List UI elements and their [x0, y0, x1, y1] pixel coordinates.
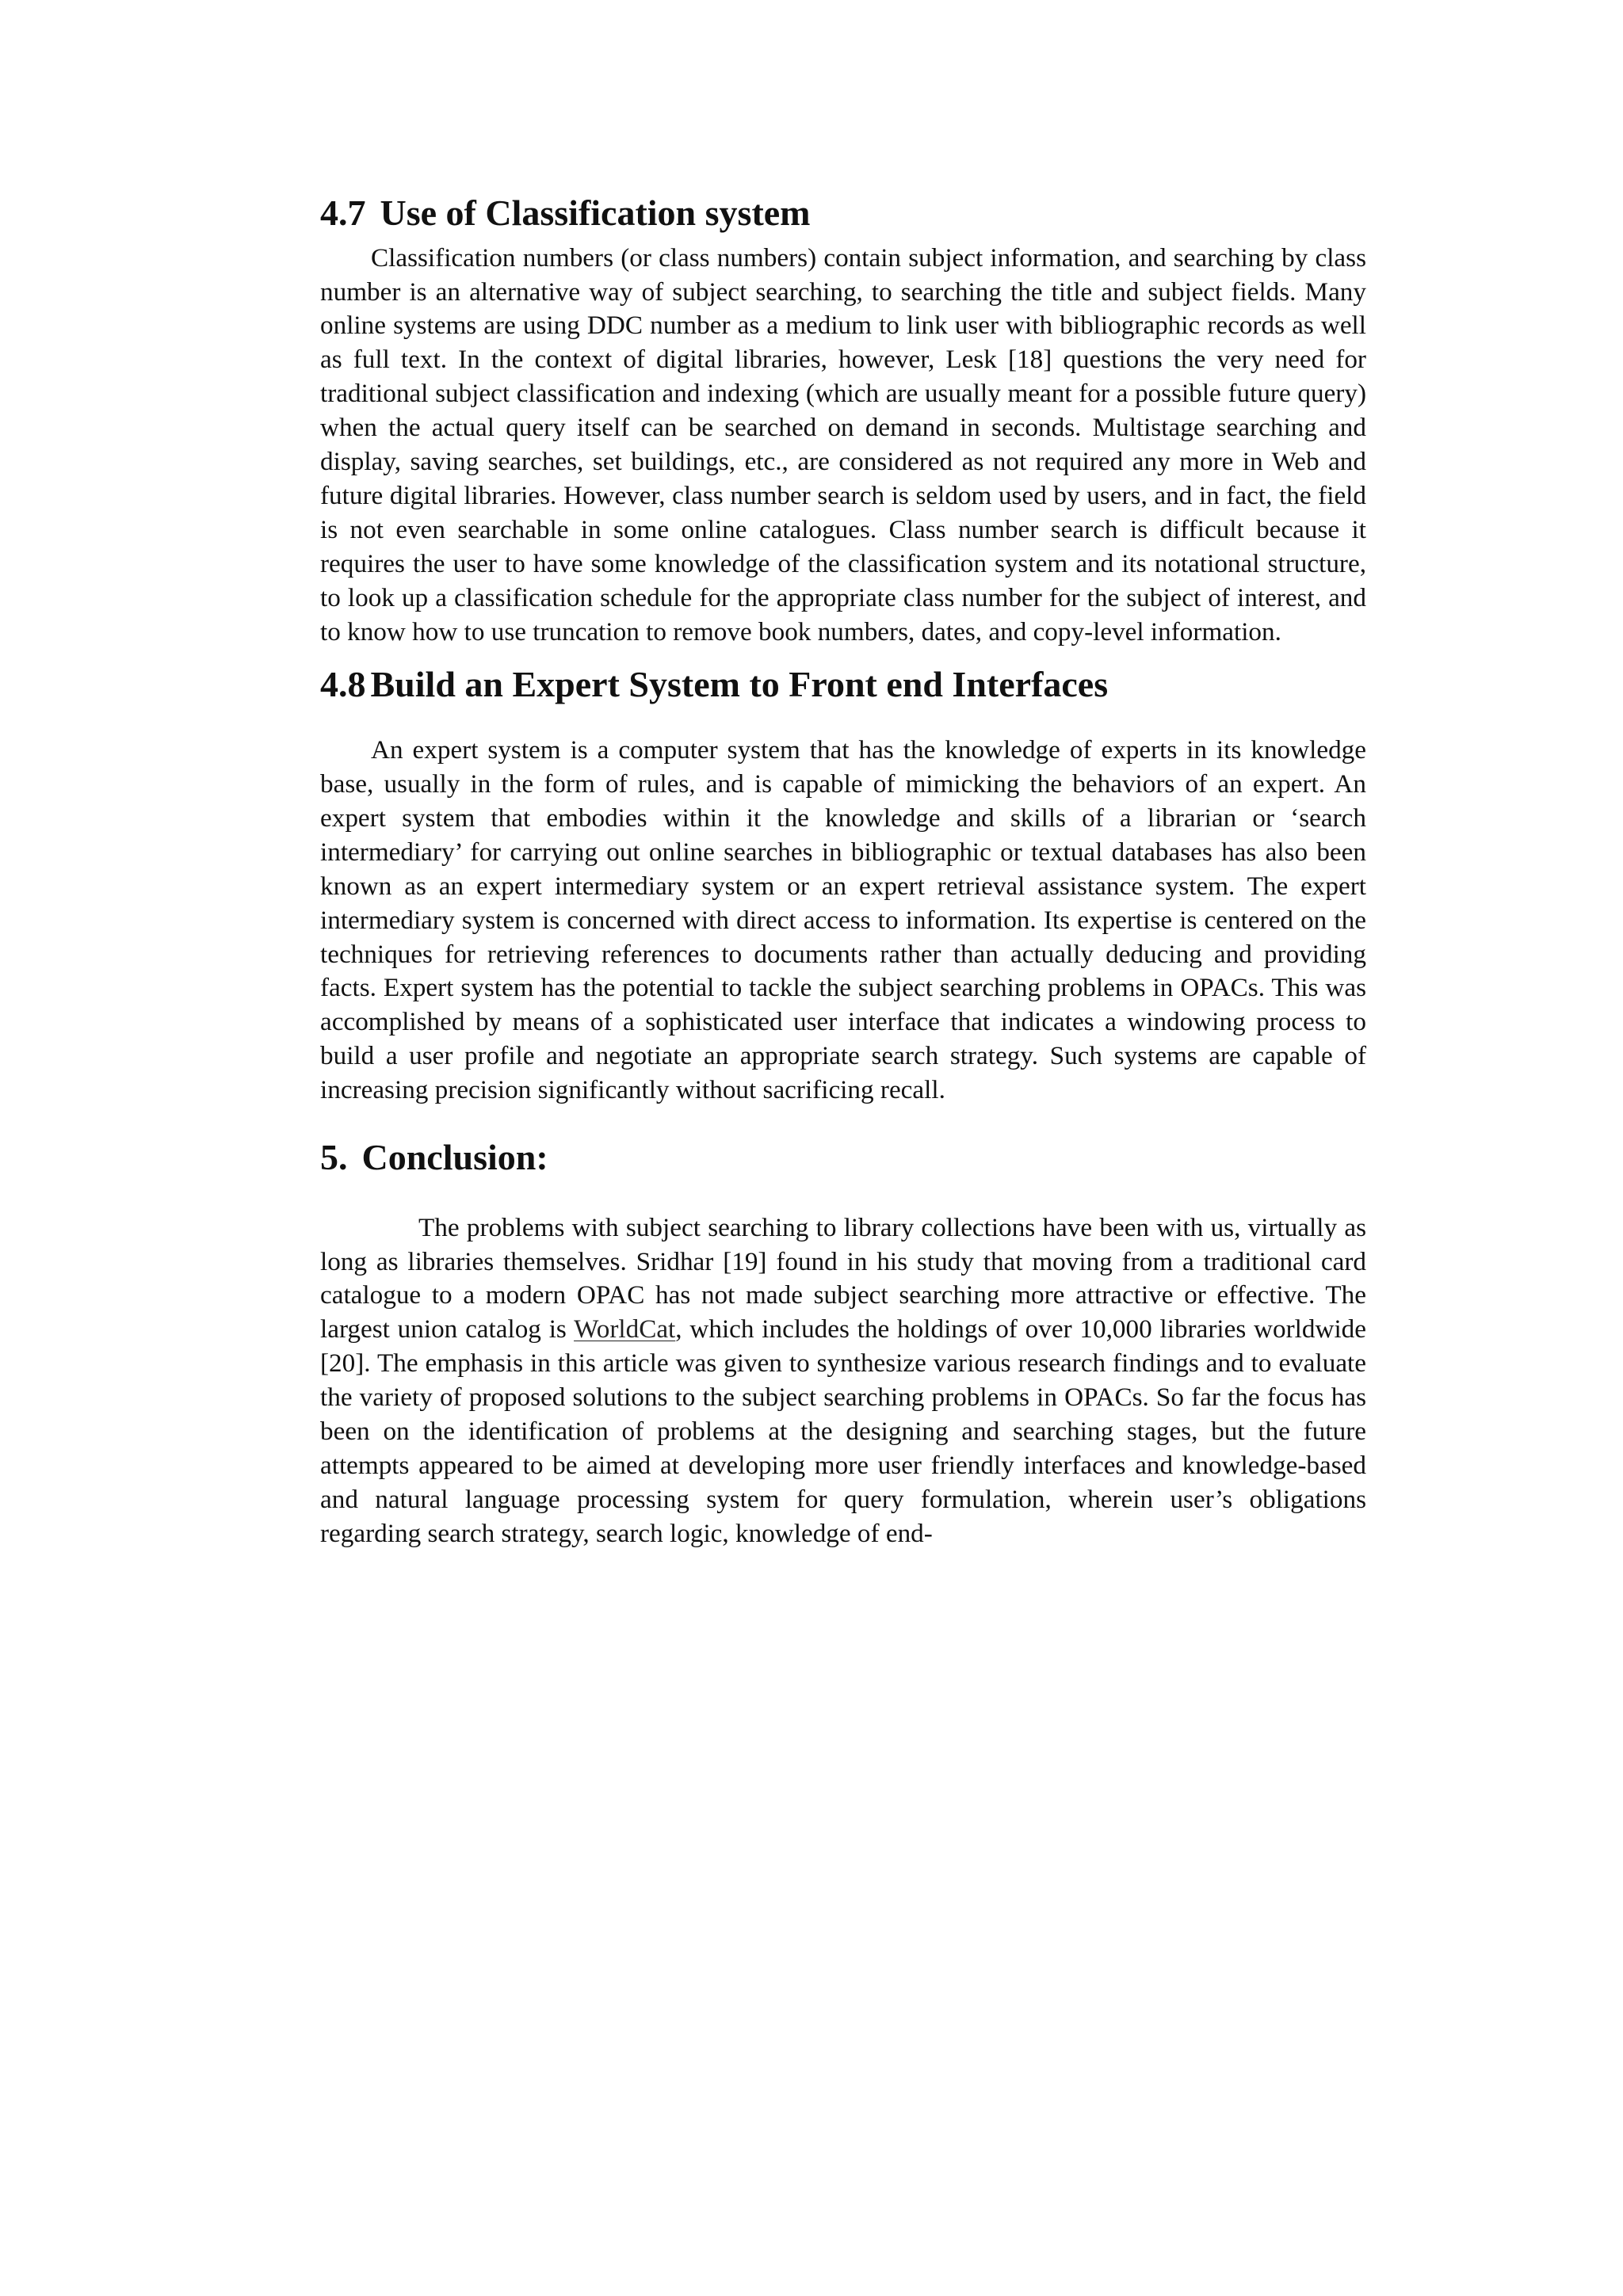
- document-page: [320, 190, 1366, 1551]
- section-heading-4-8: [320, 665, 1366, 705]
- section-4-8: [320, 665, 1366, 1108]
- conclusion-text-end: , which includes the holdings of over 10,000 libraries worldwide [20]. The emphasis in this article was given to synthesize various research findings and to evaluate the variety of proposed solutions to the subject searching problems in OPACs. So far the focus has been on the identification of problems at the designing and searching stages, but the future attempts appeared to be aimed at developing more user friendly interfaces and knowledge-based and natural language processing system for query formulation, wherein user’s obligations regarding search strategy, search logic, knowledge of end-: [320, 1314, 1366, 1548]
- section-4-7-paragraph: Classification numbers (or class numbers) contain subject information, and searching by class number is an alternative way of subject searching, to searching the title and subject fields. Many online systems are using DDC number as a medium to link user with bibliographic records as well as full text. In the context of digital libraries, however, Lesk [18] questions the very need for traditional subject classification and indexing (which are usually meant for a possible future query) when the actual query itself can be searched on demand in seconds. Multistage searching and display, saving searches, set buildings, etc., are considered as not required any more in Web and future digital libraries. However, class number search is seldom used by users, and in fact, the field is not even searchable in some online catalogues. Class number search is difficult because it requires the user to have some knowledge of the classification system and its notational structure, to look up a classification schedule for the appropriate class number for the subject of interest, and to know how to use truncation to remove book numbers, dates, and copy-level information.: [320, 242, 1366, 646]
- section-4-8-paragraph: An expert system is a computer system that has the knowledge of experts in its knowledge base, usually in the form of rules, and is capable of mimicking the behaviors of an expert. An expert system that embodies within it the knowledge and skills of a librarian or ‘search intermediary’ for carrying out online searches in bibliographic or textual databases has also been known as an expert intermediary system or an expert retrieval assistance system. The expert intermediary system is concerned with direct access to information. Its expertise is centered on the techniques for retrieving references to documents rather than actually deducing and providing facts. Expert system has the potential to tackle the subject searching problems in OPACs. This was accomplished by means of a sophisticated user interface that indicates a windowing process to build a user profile and negotiate an appropriate search strategy. Such systems are capable of increasing precision significantly without sacrificing recall.: [320, 735, 1366, 1105]
- section-number: 4.8: [320, 664, 366, 705]
- section-5: [320, 1138, 1366, 1551]
- section-number: 4.7: [320, 193, 366, 233]
- section-heading-4-7: [320, 193, 1366, 234]
- section-heading-5: [320, 1138, 1366, 1178]
- section-title: Build an Expert System to Front end Interfaces: [370, 664, 1109, 705]
- section-title: Conclusion:: [361, 1137, 548, 1178]
- conclusion-text-start: The problems with subject searching to library collections have been with us, virtually as long as libraries themselves. Sridhar [19] found in his study that moving from a traditional card catalogue to a modern OPAC has not made subject searching more attractive or effective. The largest union catalog is: [320, 1212, 1366, 1344]
- section-4-7: [320, 193, 1366, 649]
- worldcat-link[interactable]: WorldCat: [574, 1314, 676, 1344]
- conclusion-paragraph: [320, 1211, 1366, 1551]
- section-number: 5.: [320, 1137, 348, 1178]
- section-title: Use of Classification system: [380, 193, 811, 233]
